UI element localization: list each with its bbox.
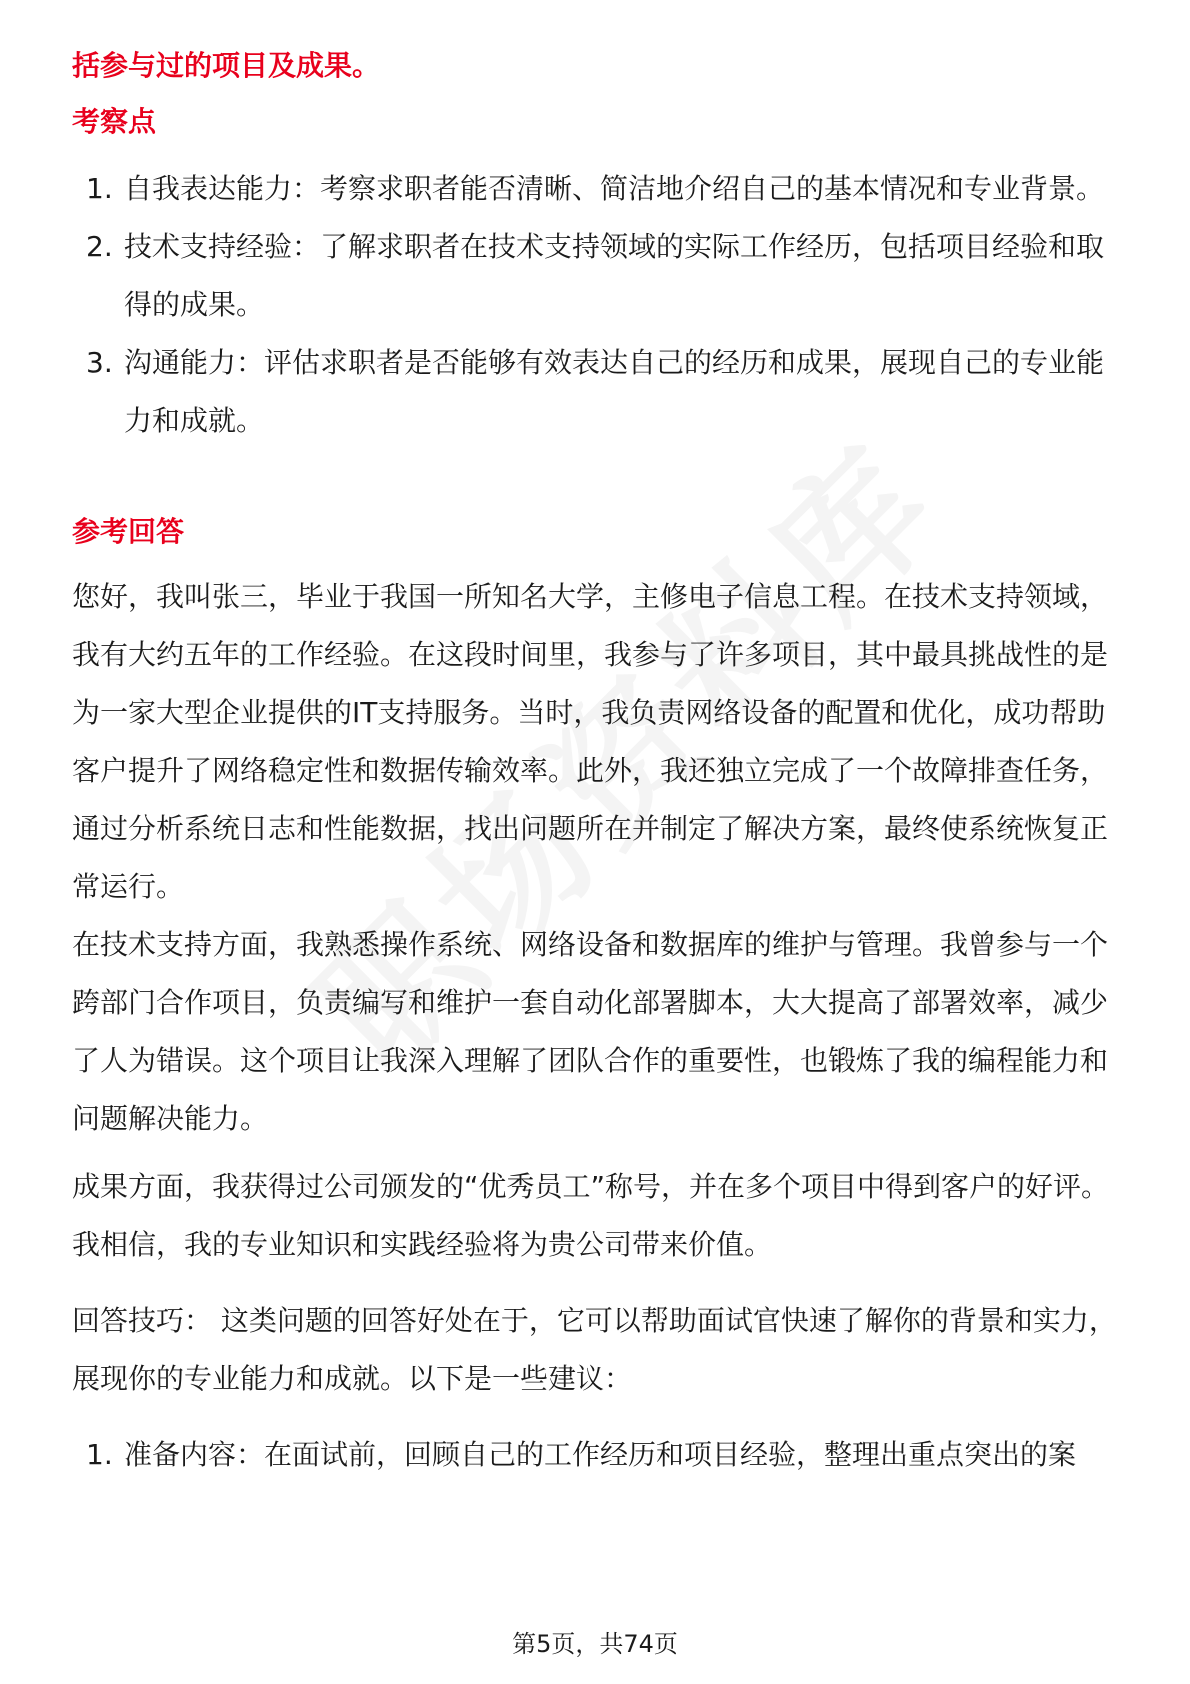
section-title-cankao: 参考回答: [72, 515, 185, 548]
paragraph-4: 回答技巧： 这类问题的回答好处在于，它可以帮助面试官快速了解你的背景和实力，展现你的专业能力和成就。以下是一些建议：: [72, 1304, 1117, 1395]
heading-continuation: 括参与过的项目及成果。: [72, 49, 381, 82]
list-item: [72, 1426, 1122, 1484]
section-title-kaochadian: 考察点: [72, 105, 157, 138]
list-text: 自我表达能力：考察求职者能否清晰、简洁地介绍自己的基本情况和专业背景。: [124, 172, 1105, 205]
paragraph-1: 您好，我叫张三，毕业于我国一所知名大学，主修电子信息工程。在技术支持领域，我有大约五年的工作经验。在这段时间里，我参与了许多项目，其中最具挑战性的是为一家大型企业提供的IT支持服务。当时，我负责网络设备的配置和优化，成功帮助客户提升了网络稳定性和数据传输效率。此外，我还独立完成了一个故障排查任务，通过分析系统日志和性能数据，找出问题所在并制定了解决方案，最终使系统恢复正常运行。: [72, 580, 1109, 903]
list-item: [72, 218, 1122, 334]
list-item: [72, 160, 1122, 218]
list-text: 沟通能力：评估求职者是否能够有效表达自己的经历和成果，展现自己的专业能力和成就。: [124, 346, 1105, 437]
list-number: 1.: [86, 1438, 113, 1471]
page-footer: 第5页，共74页: [512, 1630, 678, 1658]
list-text: 准备内容：在面试前，回顾自己的工作经历和项目经验，整理出重点突出的案: [124, 1438, 1077, 1471]
points-list: [72, 160, 1122, 450]
tips-list: [72, 1426, 1122, 1484]
list-text: 技术支持经验：了解求职者在技术支持领域的实际工作经历，包括项目经验和取得的成果。: [124, 230, 1105, 321]
paragraph-2: 在技术支持方面，我熟悉操作系统、网络设备和数据库的维护与管理。我曾参与一个跨部门合作项目，负责编写和维护一套自动化部署脚本，大大提高了部署效率，减少了人为错误。这个项目让我深入理解了团队合作的重要性，也锻炼了我的编程能力和问题解决能力。: [72, 928, 1109, 1135]
list-number: 3.: [86, 346, 113, 379]
list-item: [72, 334, 1122, 450]
paragraph-3: 成果方面，我获得过公司颁发的“优秀员工”称号，并在多个项目中得到客户的好评。我相信，我的专业知识和实践经验将为贵公司带来价值。: [72, 1170, 1110, 1261]
list-number: 1.: [86, 172, 113, 205]
list-number: 2.: [86, 230, 113, 263]
